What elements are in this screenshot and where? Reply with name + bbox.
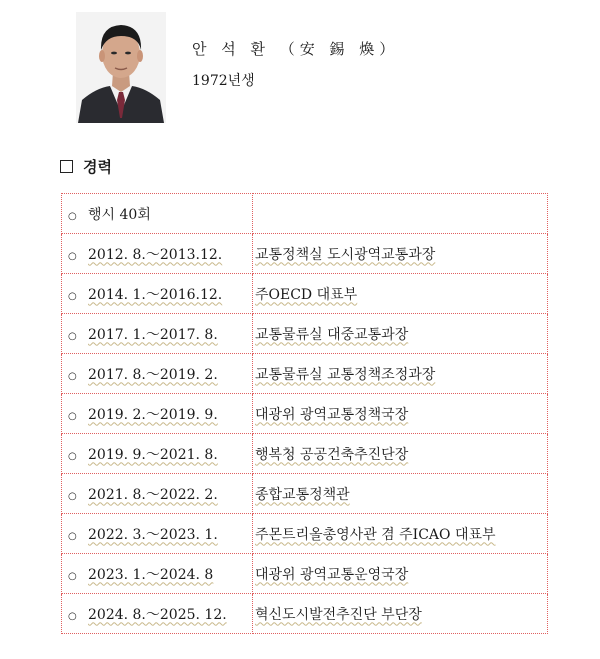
career-period: 2021. 8.～2022. 2. bbox=[88, 486, 218, 503]
birth-year: 1972년생 bbox=[192, 73, 255, 89]
career-period: 2017. 1.～2017. 8. bbox=[88, 326, 218, 343]
career-table bbox=[61, 193, 548, 634]
circle-bullet-icon: ○ bbox=[68, 610, 77, 622]
circle-bullet-icon: ○ bbox=[68, 250, 77, 262]
career-role-cell bbox=[253, 274, 548, 314]
career-period: 2019. 2.～2019. 9. bbox=[88, 406, 218, 423]
career-period: 2022. 3.～2023. 1. bbox=[88, 526, 218, 543]
career-row bbox=[62, 194, 548, 234]
profile-photo bbox=[76, 12, 166, 123]
career-role-cell bbox=[253, 554, 548, 594]
circle-bullet-icon: ○ bbox=[68, 210, 77, 222]
career-role-cell bbox=[253, 434, 548, 474]
career-role-cell bbox=[253, 514, 548, 554]
career-period: 2023. 1.～2024. 8 bbox=[88, 566, 214, 583]
career-period-cell bbox=[62, 594, 253, 634]
circle-bullet-icon: ○ bbox=[68, 290, 77, 302]
career-period-cell bbox=[62, 234, 253, 274]
career-row bbox=[62, 314, 548, 354]
circle-bullet-icon: ○ bbox=[68, 370, 77, 382]
career-period-cell bbox=[62, 274, 253, 314]
career-period-cell bbox=[62, 554, 253, 594]
career-period: 2012. 8.～2013.12. bbox=[88, 246, 223, 263]
career-role: 주OECD 대표부 bbox=[255, 286, 358, 303]
career-role-cell bbox=[253, 474, 548, 514]
circle-bullet-icon: ○ bbox=[68, 450, 77, 462]
career-period-cell bbox=[62, 354, 253, 394]
career-period-cell bbox=[62, 314, 253, 354]
career-row bbox=[62, 394, 548, 434]
career-row bbox=[62, 234, 548, 274]
career-period-cell bbox=[62, 194, 253, 234]
circle-bullet-icon: ○ bbox=[68, 330, 77, 342]
checkbox-square-icon bbox=[60, 160, 73, 173]
career-row bbox=[62, 554, 548, 594]
career-role-cell bbox=[253, 354, 548, 394]
career-role: 교통물류실 대중교통과장 bbox=[255, 326, 409, 343]
career-period: 2014. 1.～2016.12. bbox=[88, 286, 223, 303]
career-row bbox=[62, 354, 548, 394]
circle-bullet-icon: ○ bbox=[68, 570, 77, 582]
section-title: 경력 bbox=[83, 158, 112, 176]
career-period-cell bbox=[62, 394, 253, 434]
career-role: 혁신도시발전추진단 부단장 bbox=[255, 606, 422, 623]
circle-bullet-icon: ○ bbox=[68, 490, 77, 502]
career-role: 대광위 광역교통정책국장 bbox=[255, 406, 409, 423]
career-role: 교통정책실 도시광역교통과장 bbox=[255, 246, 436, 263]
career-role-cell bbox=[253, 594, 548, 634]
career-period-cell bbox=[62, 514, 253, 554]
career-period-cell bbox=[62, 474, 253, 514]
career-role-cell bbox=[253, 394, 548, 434]
circle-bullet-icon: ○ bbox=[68, 530, 77, 542]
career-period: 행시 40회 bbox=[88, 206, 151, 223]
career-period: 2017. 8.～2019. 2. bbox=[88, 366, 218, 383]
career-period-cell bbox=[62, 434, 253, 474]
career-role-cell bbox=[253, 314, 548, 354]
career-row bbox=[62, 274, 548, 314]
person-name: 안 석 환 （安 錫 煥） bbox=[192, 40, 400, 58]
career-period: 2024. 8.～2025. 12. bbox=[88, 606, 227, 623]
career-row bbox=[62, 594, 548, 634]
career-role: 주몬트리올총영사관 겸 주ICAO 대표부 bbox=[255, 526, 496, 543]
career-role-cell bbox=[253, 234, 548, 274]
career-row bbox=[62, 434, 548, 474]
circle-bullet-icon: ○ bbox=[68, 410, 77, 422]
career-role: 종합교통정책관 bbox=[255, 486, 350, 503]
career-role: 행복청 공공건축추진단장 bbox=[255, 446, 409, 463]
career-row bbox=[62, 474, 548, 514]
career-role-cell bbox=[253, 194, 548, 234]
career-role: 대광위 광역교통운영국장 bbox=[255, 566, 409, 583]
career-period: 2019. 9.～2021. 8. bbox=[88, 446, 218, 463]
career-row bbox=[62, 514, 548, 554]
career-role: 교통물류실 교통정책조정과장 bbox=[255, 366, 436, 383]
section-heading bbox=[60, 156, 112, 177]
